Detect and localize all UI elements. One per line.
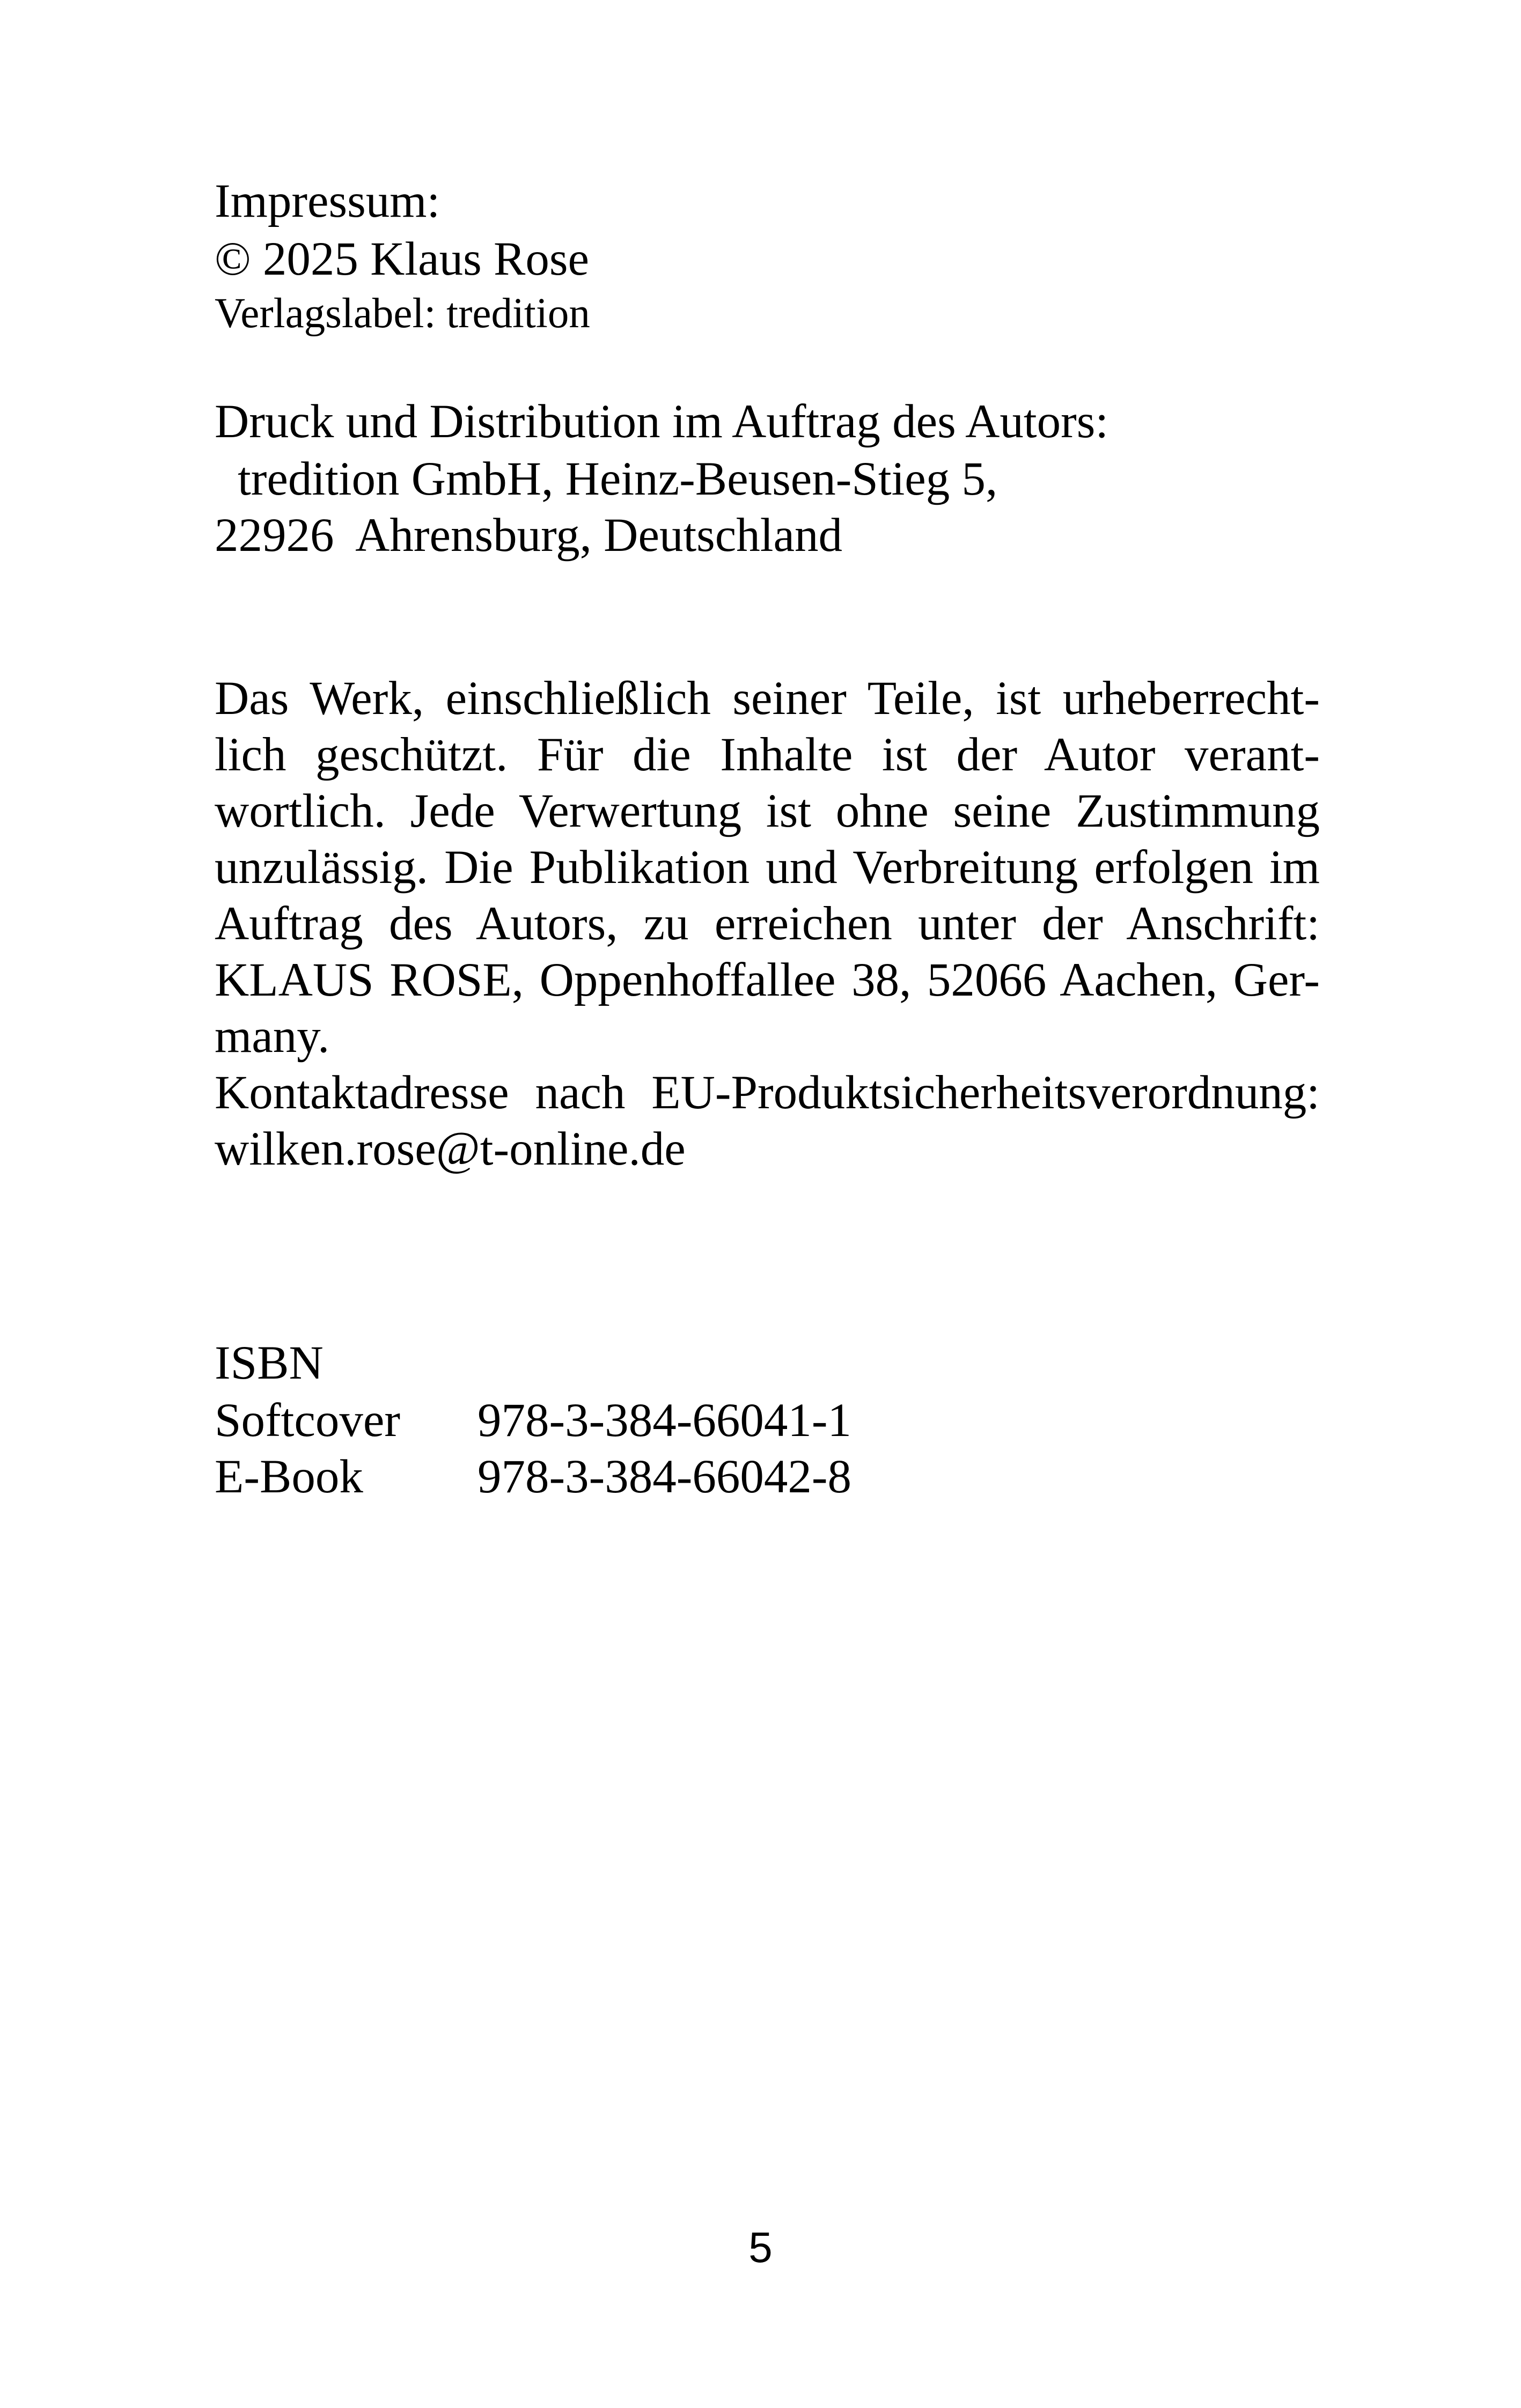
isbn-row-softcover bbox=[215, 1392, 851, 1449]
publisher-label: Verlagslabel: tredition bbox=[215, 290, 590, 337]
legal-line-6: KLAUS ROSE, Oppenhoffallee 38, 52066 Aachen, Ger- bbox=[215, 954, 1320, 1006]
isbn-heading: ISBN bbox=[215, 1337, 324, 1389]
isbn-format-label: Softcover bbox=[215, 1394, 401, 1447]
distribution-line-2: tredition GmbH, Heinz-Beusen-Stieg 5, bbox=[238, 453, 998, 505]
distribution-line-1: Druck und Distribution im Auftrag des Autors: bbox=[215, 395, 1109, 448]
legal-line-4: unzulässig. Die Publikation und Verbreitung erfolgen im bbox=[215, 841, 1320, 894]
legal-line-7: many. bbox=[215, 1010, 330, 1063]
isbn-row-ebook bbox=[215, 1448, 851, 1505]
distribution-line-3: 22926 Ahrensburg, Deutschland bbox=[215, 509, 843, 562]
contact-email: wilken.rose@t-online.de bbox=[215, 1123, 686, 1175]
contact-heading: Kontaktadresse nach EU-Produktsicherheitsverordnung: bbox=[215, 1066, 1320, 1119]
legal-line-1: Das Werk, einschließlich seiner Teile, ist urheberrecht- bbox=[215, 672, 1320, 725]
legal-line-2: lich geschützt. Für die Inhalte ist der Autor verant- bbox=[215, 728, 1320, 781]
legal-line-3: wortlich. Jede Verwertung ist ohne seine Zustimmung bbox=[215, 785, 1320, 837]
imprint-heading: Impressum: bbox=[215, 175, 440, 227]
legal-line-5: Auftrag des Autors, zu erreichen unter der Anschrift: bbox=[215, 897, 1320, 950]
isbn-format-label: E-Book bbox=[215, 1450, 363, 1503]
page-number: 5 bbox=[748, 2223, 773, 2271]
isbn-number: 978-3-384-66042-8 bbox=[477, 1450, 852, 1503]
copyright-line: © 2025 Klaus Rose bbox=[215, 233, 590, 285]
isbn-number: 978-3-384-66041-1 bbox=[477, 1394, 852, 1447]
